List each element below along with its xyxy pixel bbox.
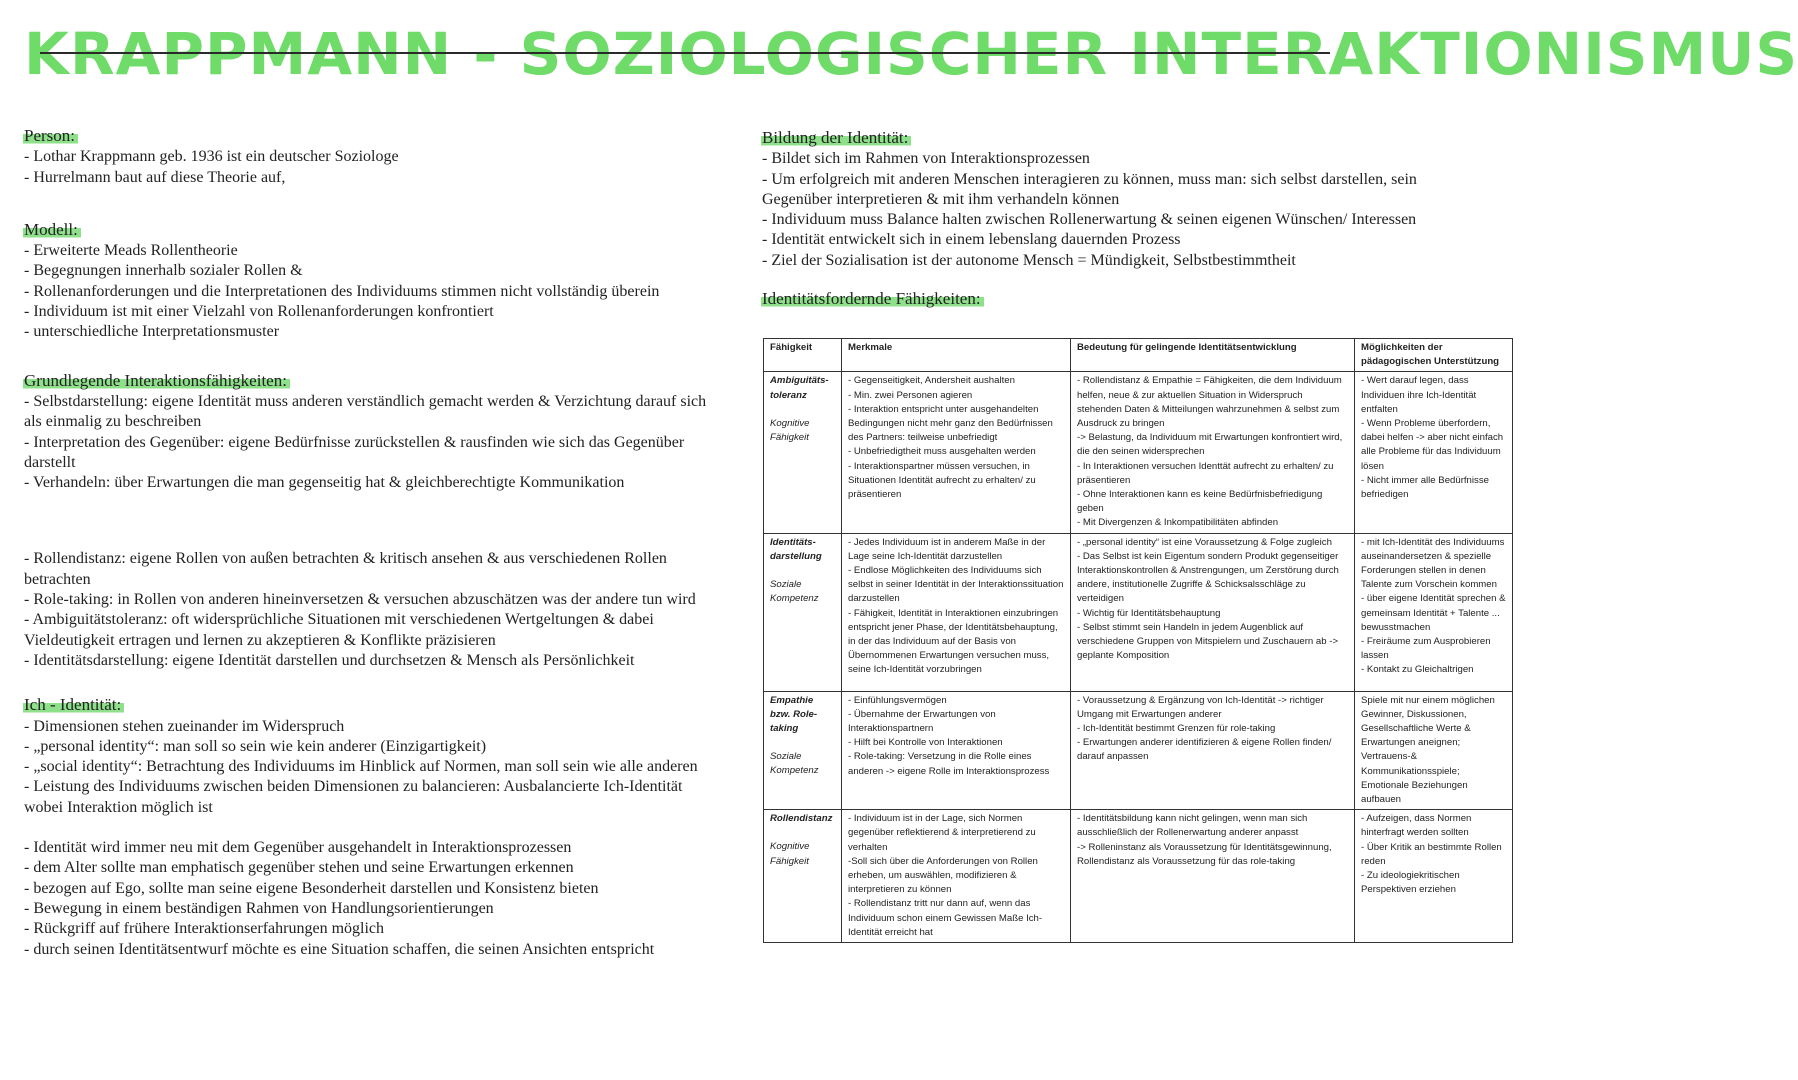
section-person — [24, 126, 724, 188]
col-header-merkmale: Merkmale — [842, 339, 1071, 372]
cell-text: - Fähigkeit, Identität in Interaktionen einzubringen entspricht jener Phase, der Identitätsbehauptung, in der das Individuum auf der Basis von Übernommenen Erwartungen versuchen muss, seine Ich-Identität vorzubringen — [848, 607, 1059, 676]
cell-text: - Role-taking: Versetzung in die Rolle eines anderen -> eigene Rolle im Interaktionsprozess — [848, 751, 1050, 777]
cell-text: - In Interaktionen versuchen Identtät aufrecht zu erhalten/ zu präsentieren — [1077, 460, 1334, 486]
text-line: - „personal identity“: man soll so sein wie kein anderer (Einzigartigkeit) — [24, 737, 487, 755]
text-line: - Ambiguitätstoleranz: oft widersprüchliche Situationen mit verschiedenen Wertgeltungen & dabei Vieldeutigkeit ertragen und lernen zu akzeptieren & Konflikte präzisieren — [24, 611, 654, 649]
cell-unterstuetzung — [1355, 372, 1513, 533]
page-title: KRAPPMANN - SOZIOLOGISCHER INTERAKTIONISMUS — [24, 20, 1798, 88]
text-line: - Verhandeln: über Erwartungen die man gegenseitig hat & gleichberechtigte Kommunikation — [24, 474, 625, 492]
cell-text: - Wichtig für Identitätsbehauptung — [1077, 607, 1221, 619]
text-line: - bezogen auf Ego, sollte man seine eigene Besonderheit darstellen und Konsistenz bieten — [24, 879, 599, 897]
text-line: - Erweiterte Meads Rollentheorie — [24, 242, 238, 260]
cell-text: - Kontakt zu Gleichaltrigen — [1361, 664, 1474, 676]
right-column — [762, 128, 1482, 310]
cell-text: - Das Selbst ist kein Eigentum sondern Produkt gegenseitiger Interaktionskontrollen & Anstrengungen, um Zerstörung durch andere, institutionelle Zugriffe & Schicksalsschläge zu verteidigen — [1077, 550, 1339, 605]
heading-person: Person: — [23, 126, 78, 146]
text-line: - Individuum ist mit einer Vielzahl von Rollenanforderungen konfrontiert — [24, 303, 494, 321]
text-line: - Selbstdarstellung: eigene Identität muss anderen verständlich gemacht werden & Verzichtung darauf sich als einmalig zu beschreiben — [24, 392, 707, 431]
cell-text: - Erwartungen anderer identifizieren & eigene Rollen finden/ darauf anpassen — [1077, 737, 1332, 763]
cell-text: - „personal identity“ ist eine Voraussetzung & Folge zugleich — [1077, 536, 1332, 548]
cell-text: - Über Kritik an bestimmte Rollen reden — [1361, 841, 1502, 867]
table-row — [764, 372, 1513, 533]
cell-text: - Mit Divergenzen & Inkompatibilitäten abfinden — [1077, 517, 1279, 529]
text-line: - Role-taking: in Rollen von anderen hineinversetzen & versuchen abzuschätzen was der andere tun wird — [24, 591, 696, 609]
heading-grundlegende: Grundlegende Interaktionsfähigkeiten: — [23, 371, 290, 391]
faehigkeit-type: Soziale Kompetenz — [770, 579, 819, 605]
cell-text: - Jedes Individuum ist in anderem Maße in der Lage seine Ich-Identität darzustellen — [848, 536, 1046, 562]
cell-text: - Einfühlungsvermögen — [848, 694, 947, 706]
section-modell — [24, 220, 724, 343]
heading-bildung: Bildung der Identität: — [761, 128, 911, 148]
cell-text: - Wert darauf legen, dass Individuen ihre Ich-Identität entfalten — [1361, 375, 1477, 415]
cell-text: - Interaktionspartner müssen versuchen, in Situationen Identität aufrecht zu erhalten/ zu präsentieren — [848, 460, 1036, 501]
text-line: - Rollenanforderungen und die Interpretationen des Individuums stimmen nicht vollständig überein — [24, 282, 660, 300]
cell-text: - Rollendistanz & Empathie = Fähigkeiten, die dem Individuum helfen, neue & zur aktuellen Situation in Widerspruch stehenden Daten & Mitteilungen wahrzunehmen & selbst zum Ausdruck zu bringen — [1077, 375, 1342, 430]
table-row — [764, 533, 1513, 691]
heading-modell: Modell: — [23, 220, 81, 240]
faehigkeit-name: Empathie bzw. Role-taking — [770, 694, 818, 735]
cell-text: - Individuum ist in der Lage, sich Normen gegenüber reflektierend & interpretierend zu verhalten — [848, 813, 1036, 853]
cell-text: - Hilft bei Kontrolle von Interaktionen — [848, 737, 1003, 749]
cell-text: - Unbefriedigtheit muss ausgehalten werden — [848, 446, 1036, 458]
section-grundlegende — [24, 371, 724, 672]
text-line: - Identität wird immer neu mit dem Gegenüber ausgehandelt in Interaktionsprozessen — [24, 839, 572, 857]
table-header-row — [764, 339, 1513, 372]
cell-text: - Min. zwei Personen agieren — [848, 389, 973, 401]
cell-faehigkeit — [764, 533, 842, 691]
cell-text: - Voraussetzung & Ergänzung von Ich-Identität -> richtiger Umgang mit Erwartungen anderer — [1077, 694, 1324, 720]
faehigkeit-name: Rollendistanz — [770, 813, 833, 825]
cell-faehigkeit — [764, 372, 842, 533]
cell-text: - Identitätsbildung kann nicht gelingen, wenn man sich ausschließlich der Rollenerwartung anderer anpasst — [1077, 813, 1308, 839]
text-line: - Bildet sich im Rahmen von Interaktionsprozessen — [762, 150, 1090, 168]
cell-faehigkeit — [764, 691, 842, 810]
text-line: - Interpretation des Gegenüber: eigene Bedürfnisse zurückstellen & rausfinden wie sich das Gegenüber darstellt — [24, 433, 685, 471]
cell-text: - Ohne Interaktionen kann es keine Bedürfnisbefriedigung geben — [1077, 489, 1323, 515]
text-line: - Identitätsdarstellung: eigene Identität darstellen und durchsetzen & Mensch als Persönlichkeit — [24, 651, 635, 669]
cell-text: - Wenn Probleme überfordern, dabei helfen -> aber nicht einfach alle Probleme für das Individuum lösen — [1361, 418, 1504, 472]
text-line: - Um erfolgreich mit anderen Menschen interagieren zu können, muss man: sich selbst darstellen, sein Gegenüber interpretieren & mit ihm verhandeln können — [762, 170, 1417, 208]
cell-merkmale — [842, 372, 1071, 533]
faehigkeit-name: Ambiguitäts-toleranz — [770, 375, 829, 401]
cell-text: - Ich-Identität bestimmt Grenzen für role-taking — [1077, 723, 1276, 735]
cell-text: - Übernahme der Erwartungen von Interaktionspartnern — [848, 708, 996, 735]
faehigkeiten-table — [763, 338, 1513, 943]
faehigkeit-name: Identitäts-darstellung — [770, 536, 822, 562]
faehigkeit-type: Soziale Kompetenz — [770, 751, 819, 777]
text-line: - Individuum muss Balance halten zwischen Rollenerwartung & seinen eigenen Wünschen/ Interessen — [762, 211, 1417, 229]
cell-text: - Zu ideologiekritischen Perspektiven erziehen — [1361, 870, 1460, 896]
text-line: - unterschiedliche Interpretationsmuster — [24, 323, 280, 341]
cell-unterstuetzung — [1355, 691, 1513, 810]
text-line: - Hurrelmann baut auf diese Theorie auf, — [24, 168, 286, 186]
cell-unterstuetzung — [1355, 810, 1513, 943]
cell-merkmale — [842, 533, 1071, 691]
section-bildung — [762, 128, 1482, 271]
col-header-bedeutung: Bedeutung für gelingende Identitätsentwicklung — [1071, 339, 1355, 372]
cell-text: - mit Ich-Identität des Individuums auseinandersetzen & spezielle Forderungen stellen in denen Talente zum Vorschein kommen — [1361, 536, 1505, 591]
cell-text: - Rollendistanz tritt nur dann auf, wenn das Individuum schon einem Gewissen Maße Ich-Identität erreicht hat — [848, 898, 1043, 938]
text-line: - Rollendistanz: eigene Rollen von außen betrachten & kritisch ansehen & aus verschiedenen Rollen betrachten — [24, 550, 667, 588]
text-line: - dem Alter sollte man emphatisch gegenüber stehen und seine Erwartungen erkennen — [24, 859, 574, 877]
cell-text: Spiele mit nur einem möglichen Gewinner, Diskussionen, Gesellschaftliche Werte & Erwartungen aneignen; Vertrauens-& Kommunikationsspiele; Emotionale Beziehungen aufbauen — [1361, 694, 1495, 806]
heading-ich-identitaet: Ich - Identität: — [23, 695, 124, 715]
text-line: - Bewegung in einem beständigen Rahmen von Handlungsorientierungen — [24, 899, 494, 917]
cell-faehigkeit — [764, 810, 842, 943]
text-line: - Lothar Krappmann geb. 1936 ist ein deutscher Soziologe — [24, 148, 399, 166]
cell-bedeutung — [1071, 691, 1355, 810]
text-line: - Ziel der Sozialisation ist der autonome Mensch = Mündigkeit, Selbstbestimmtheit — [762, 251, 1296, 269]
text-line: - Rückgriff auf frühere Interaktionserfahrungen möglich — [24, 920, 385, 938]
cell-merkmale — [842, 691, 1071, 810]
cell-text: -> Rolleninstanz als Voraussetzung für Identitätsgewinnung, Rollendistanz als Voraussetzung für das role-taking — [1077, 841, 1332, 867]
cell-text: - Aufzeigen, dass Normen hinterfragt werden sollten — [1361, 813, 1472, 839]
cell-text: - Freiräume zum Ausprobieren lassen — [1361, 636, 1491, 662]
cell-unterstuetzung — [1355, 533, 1513, 691]
cell-text: -> Belastung, da Individuum mit Erwartungen konfrontiert wird, die den seinen widersprechen — [1077, 432, 1343, 458]
cell-text: - Nicht immer alle Bedürfnisse befriedigen — [1361, 474, 1489, 501]
text-line: - durch seinen Identitätsentwurf möchte es eine Situation schaffen, die seinen Ansichten entspricht — [24, 940, 655, 958]
col-header-faehigkeit: Fähigkeit — [764, 339, 842, 372]
text-line: - Leistung des Individuums zwischen beiden Dimensionen zu balancieren: Ausbalancierte Ich-Identität wobei Interaktion möglich ist — [24, 778, 683, 816]
table-row — [764, 810, 1513, 943]
cell-text: - Endlose Möglichkeiten des Individuums sich selbst in seiner Identität in der Interaktionssituation darzustellen — [848, 565, 1064, 605]
cell-text: - Selbst stimmt sein Handeln in jedem Augenblick auf verschiedene Gruppen von Mitspielern und Zuschauern ab -> geplante Komposition — [1077, 621, 1339, 662]
faehigkeit-type: Kognitive Fähigkeit — [770, 417, 810, 444]
text-line: - Begegnungen innerhalb sozialer Rollen & — [24, 262, 303, 280]
cell-text: -Soll sich über die Anforderungen von Rollen erheben, um auswählen, modifizieren & interpretieren zu können — [848, 855, 1038, 896]
cell-text: - Interaktion entspricht unter ausgehandelten Bedingungen nicht mehr ganz den Bedürfnissen des Partners: teilweise unbefriedigt — [848, 403, 1053, 444]
cell-bedeutung — [1071, 533, 1355, 691]
cell-bedeutung — [1071, 810, 1355, 943]
cell-text: - Gegenseitigkeit, Andersheit aushalten — [848, 375, 1015, 387]
title-decorative-line — [40, 52, 1330, 54]
text-line: - Identität entwickelt sich in einem lebenslang dauernden Prozess — [762, 231, 1181, 249]
cell-bedeutung — [1071, 372, 1355, 533]
cell-merkmale — [842, 810, 1071, 943]
faehigkeit-type: Kognitive Fähigkeit — [770, 841, 810, 867]
text-line: - „social identity“: Betrachtung des Individuums im Hinblick auf Normen, man soll sein wie alle anderen — [24, 758, 698, 776]
left-column — [24, 126, 724, 978]
section-ich-identitaet — [24, 695, 724, 960]
cell-text: - über eigene Identität sprechen & gemeinsam Identität + Talente ... bewusstmachen — [1361, 593, 1506, 633]
text-line: - Dimensionen stehen zueinander im Widerspruch — [24, 717, 345, 735]
heading-table: Identitätsfordernde Fähigkeiten: — [761, 289, 984, 309]
col-header-unterstuetzung: Möglichkeiten der pädagogischen Unterstützung — [1355, 339, 1513, 372]
table-row — [764, 691, 1513, 810]
